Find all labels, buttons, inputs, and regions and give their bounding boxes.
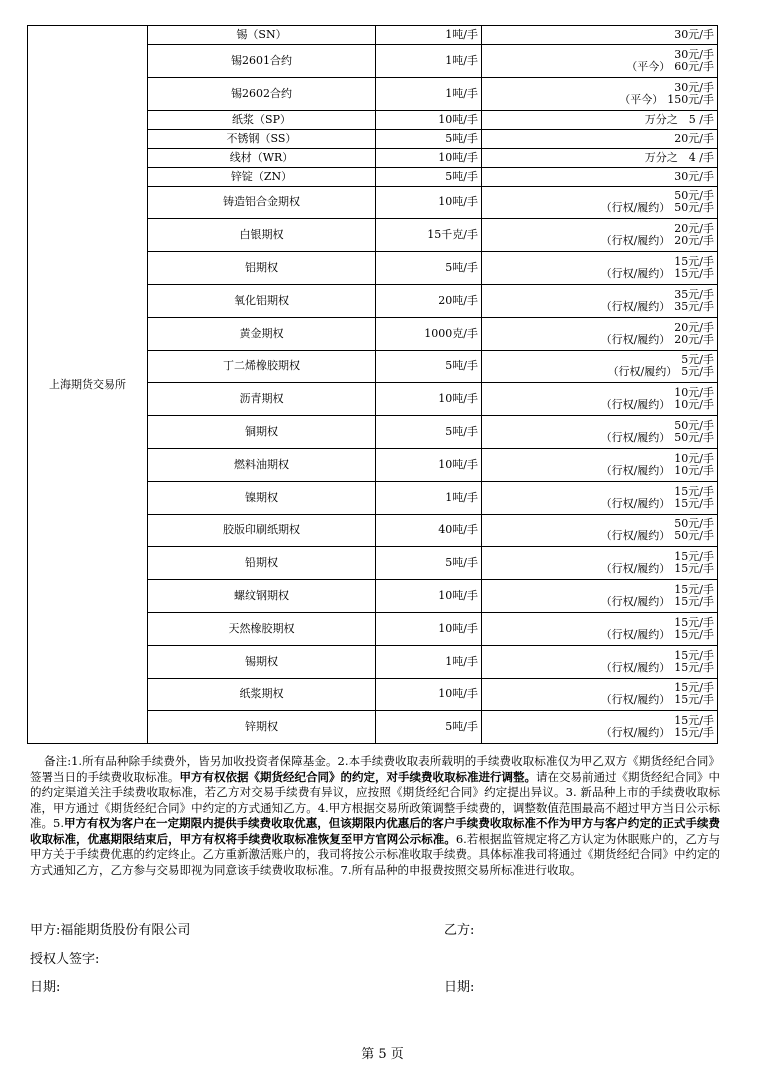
fee-type-tag: （行权/履约） [600, 398, 671, 412]
trading-unit: 10吨/手 [376, 678, 482, 711]
fee-value: 35元/手 [674, 287, 714, 301]
fee-value: 50元/手 [674, 431, 714, 445]
fee-type-tag: （行权/履约） [600, 267, 671, 281]
fee-value: 15元/手 [674, 583, 714, 597]
product-name: 镍期权 [148, 481, 376, 514]
fee-type-tag: （行权/履约） [600, 431, 671, 445]
fee-line [485, 133, 714, 145]
fee-line [485, 498, 714, 510]
fee-cell [482, 186, 718, 219]
fee-type-tag: （行权/履约） [607, 365, 678, 379]
product-name: 燃料油期权 [148, 448, 376, 481]
fee-cell [482, 77, 718, 110]
trading-unit: 5吨/手 [376, 350, 482, 383]
fee-value: 20元/手 [674, 131, 714, 145]
fee-value: 15元/手 [674, 627, 714, 641]
trading-unit: 1吨/手 [376, 45, 482, 78]
fee-type-tag: （平今） [619, 92, 664, 106]
fee-value: 10元/手 [674, 451, 714, 465]
fee-value: 50元/手 [674, 517, 714, 531]
fee-line [485, 29, 714, 41]
fee-value: 50元/手 [674, 189, 714, 203]
trading-unit: 5吨/手 [376, 547, 482, 580]
fee-value: 15元/手 [674, 714, 714, 728]
trading-unit: 10吨/手 [376, 580, 482, 613]
fee-cell [482, 711, 718, 744]
fee-line [485, 202, 714, 214]
fee-line [485, 354, 714, 366]
fee-line [485, 563, 714, 575]
fee-cell [482, 110, 718, 129]
fee-line [485, 114, 714, 126]
fee-cell [482, 481, 718, 514]
fee-value: 50元/手 [674, 419, 714, 433]
trading-unit: 5吨/手 [376, 711, 482, 744]
fee-value: 15元/手 [674, 550, 714, 564]
fee-line [485, 596, 714, 608]
fee-value: 30元/手 [674, 80, 714, 94]
fee-value: 20元/手 [674, 234, 714, 248]
trading-unit: 5吨/手 [376, 129, 482, 148]
fee-value: 150元/手 [667, 92, 714, 106]
fee-line [485, 727, 714, 739]
product-name: 锡期权 [148, 645, 376, 678]
trading-unit: 20吨/手 [376, 284, 482, 317]
party-a-label: 甲方:福能期货股份有限公司 [30, 923, 191, 938]
trading-unit: 1吨/手 [376, 26, 482, 45]
product-name: 天然橡胶期权 [148, 612, 376, 645]
fee-line [485, 465, 714, 477]
trading-unit: 10吨/手 [376, 448, 482, 481]
product-name: 线材（WR） [148, 148, 376, 167]
trading-unit: 5吨/手 [376, 167, 482, 186]
fee-type-tag: （行权/履约） [600, 332, 671, 346]
product-name: 锌锭（ZN） [148, 167, 376, 186]
product-name: 螺纹钢期权 [148, 580, 376, 613]
fee-type-tag: （行权/履约） [600, 496, 671, 510]
fee-line [485, 530, 714, 542]
trading-unit: 10吨/手 [376, 612, 482, 645]
fee-cell [482, 26, 718, 45]
fee-cell [482, 514, 718, 547]
trading-unit: 10吨/手 [376, 383, 482, 416]
fee-value: 15元/手 [674, 693, 714, 707]
fee-type-tag: （行权/履约） [600, 529, 671, 543]
fee-cell [482, 148, 718, 167]
remark-text: 备注:1.所有品种除手续费外，皆另加收投资者保障基金。2.本手续费收取表所载明的手续费收取标准仅为甲乙双方《期货经纪合同》签署当日的手续费收取标准。 [30, 754, 720, 784]
fee-line [485, 235, 714, 247]
party-a-date-label: 日期: [30, 980, 61, 995]
trading-unit: 1000克/手 [376, 317, 482, 350]
fee-value: 15元/手 [674, 648, 714, 662]
fee-line [485, 61, 714, 73]
fee-cell [482, 45, 718, 78]
fee-value: 50元/手 [674, 201, 714, 215]
fee-line [485, 334, 714, 346]
fee-line [485, 399, 714, 411]
product-name: 铸造铝合金期权 [148, 186, 376, 219]
product-name: 白银期权 [148, 219, 376, 252]
fee-line [485, 662, 714, 674]
trading-unit: 1吨/手 [376, 645, 482, 678]
fee-cell [482, 645, 718, 678]
fee-value: 30元/手 [674, 28, 714, 41]
fee-line [485, 171, 714, 183]
fee-cell [482, 383, 718, 416]
fee-type-tag: （行权/履约） [600, 726, 671, 740]
product-name: 沥青期权 [148, 383, 376, 416]
fee-value: 10元/手 [674, 398, 714, 412]
fee-value: 15元/手 [674, 726, 714, 740]
product-name: 锡2602合约 [148, 77, 376, 110]
product-name: 不锈钢（SS） [148, 129, 376, 148]
fee-value: 20元/手 [674, 320, 714, 334]
fee-type-tag: （行权/履约） [600, 299, 671, 313]
remark-text: 请在交易前通过《期货经纪合同》中的约定渠道关注手续费收取标准，若乙方对交易手续费有异议，应按照《期货经纪合同》约定提出异议。3. 新品种上市的手续费收取标准，甲方通过《期货经纪合同》中约定的方式通知乙方。4.甲方根据交易所政策调整手续费的，调整数值范围最高不超过甲方当日公示标准。5. [30, 769, 720, 830]
fee-value: 20元/手 [674, 222, 714, 236]
fee-value: 15元/手 [674, 255, 714, 269]
product-name: 铜期权 [148, 416, 376, 449]
fee-value: 15元/手 [674, 267, 714, 281]
fee-cell [482, 219, 718, 252]
fee-cell [482, 678, 718, 711]
fee-value: 15元/手 [674, 562, 714, 576]
fee-type-tag: （行权/履约） [600, 562, 671, 576]
remark-emphasis: 甲方有权依据《期货经纪合同》的约定，对手续费收取标准进行调整。 [179, 769, 536, 784]
trading-unit: 5吨/手 [376, 252, 482, 285]
fee-type-tag: （平今） [626, 59, 671, 73]
trading-unit: 10吨/手 [376, 110, 482, 129]
page-number: 第 5 页 [361, 1047, 404, 1062]
fee-type-tag: （行权/履约） [600, 627, 671, 641]
product-name: 纸浆期权 [148, 678, 376, 711]
fee-value: 50元/手 [674, 529, 714, 543]
fee-cell [482, 252, 718, 285]
trading-unit: 1吨/手 [376, 77, 482, 110]
fee-cell [482, 284, 718, 317]
trading-unit: 1吨/手 [376, 481, 482, 514]
trading-unit: 15千克/手 [376, 219, 482, 252]
remarks-paragraph [30, 754, 720, 878]
trading-unit: 10吨/手 [376, 148, 482, 167]
trading-unit: 5吨/手 [376, 416, 482, 449]
fee-value: 万分之 4 /手 [644, 150, 714, 164]
party-b-label: 乙方: [444, 923, 475, 938]
fee-type-tag: （行权/履约） [600, 234, 671, 248]
party-b-date-label: 日期: [444, 980, 475, 995]
fee-line [485, 366, 714, 378]
product-name: 锡2601合约 [148, 45, 376, 78]
fee-value: 15元/手 [674, 595, 714, 609]
table-row [28, 26, 718, 45]
remark-text: 6.若根据监管规定将乙方认定为休眠账户的，乙方与甲方关于手续费优惠的约定终止。乙方重新激活账户的，我司将按公示标准收取手续费。具体标准我司将通过《期货经纪合同》中约定的方式通知乙方，乙方参与交易即视为同意该手续费收取标准。7.所有品种的申报费按照交易所标准进行收取。 [30, 831, 720, 877]
product-name: 锌期权 [148, 711, 376, 744]
product-name: 铅期权 [148, 547, 376, 580]
fee-value: 15元/手 [674, 496, 714, 510]
fee-value: 5元/手 [681, 365, 714, 379]
fee-cell [482, 350, 718, 383]
fee-type-tag: （行权/履约） [600, 660, 671, 674]
fee-value: 30元/手 [674, 47, 714, 61]
fee-cell [482, 317, 718, 350]
fee-type-tag: （行权/履约） [600, 693, 671, 707]
fee-line [485, 301, 714, 313]
fee-cell [482, 547, 718, 580]
fee-type-tag: （行权/履约） [600, 201, 671, 215]
product-name: 胶版印刷纸期权 [148, 514, 376, 547]
remark-emphasis: 甲方有权为客户在一定期限内提供手续费收取优惠，但该期限内优惠后的客户手续费收取标准不作为甲方与客户约定的正式手续费收取标准，优惠期限结束后，甲方有权将手续费收取标准恢复至甲方官网公示标准。 [30, 816, 720, 846]
fee-cell [482, 580, 718, 613]
fee-cell [482, 167, 718, 186]
fee-value: 万分之 5 /手 [644, 112, 714, 126]
fee-value: 35元/手 [674, 299, 714, 313]
exchange-name: 上海期货交易所 [28, 26, 148, 744]
fee-value: 15元/手 [674, 484, 714, 498]
fee-value: 15元/手 [674, 615, 714, 629]
fee-line [485, 694, 714, 706]
fee-value: 60元/手 [674, 59, 714, 73]
product-name: 纸浆（SP） [148, 110, 376, 129]
fee-cell [482, 416, 718, 449]
trading-unit: 10吨/手 [376, 186, 482, 219]
fee-cell [482, 612, 718, 645]
fee-value: 15元/手 [674, 660, 714, 674]
fee-value: 5元/手 [681, 353, 714, 367]
fee-value: 30元/手 [674, 169, 714, 183]
authorized-sign-label: 授权人签字: [30, 952, 100, 967]
product-name: 铝期权 [148, 252, 376, 285]
product-name: 黄金期权 [148, 317, 376, 350]
fee-value: 15元/手 [674, 681, 714, 695]
fee-value: 20元/手 [674, 332, 714, 346]
fee-line [485, 152, 714, 164]
trading-unit: 40吨/手 [376, 514, 482, 547]
fee-value: 10元/手 [674, 463, 714, 477]
fee-line [485, 94, 714, 106]
fee-line [485, 629, 714, 641]
fee-value: 10元/手 [674, 386, 714, 400]
fee-cell [482, 129, 718, 148]
product-name: 锡（SN） [148, 26, 376, 45]
fee-table [27, 25, 718, 744]
product-name: 氧化铝期权 [148, 284, 376, 317]
fee-cell [482, 448, 718, 481]
product-name: 丁二烯橡胶期权 [148, 350, 376, 383]
fee-line [485, 432, 714, 444]
fee-line [485, 268, 714, 280]
fee-type-tag: （行权/履约） [600, 463, 671, 477]
fee-type-tag: （行权/履约） [600, 595, 671, 609]
